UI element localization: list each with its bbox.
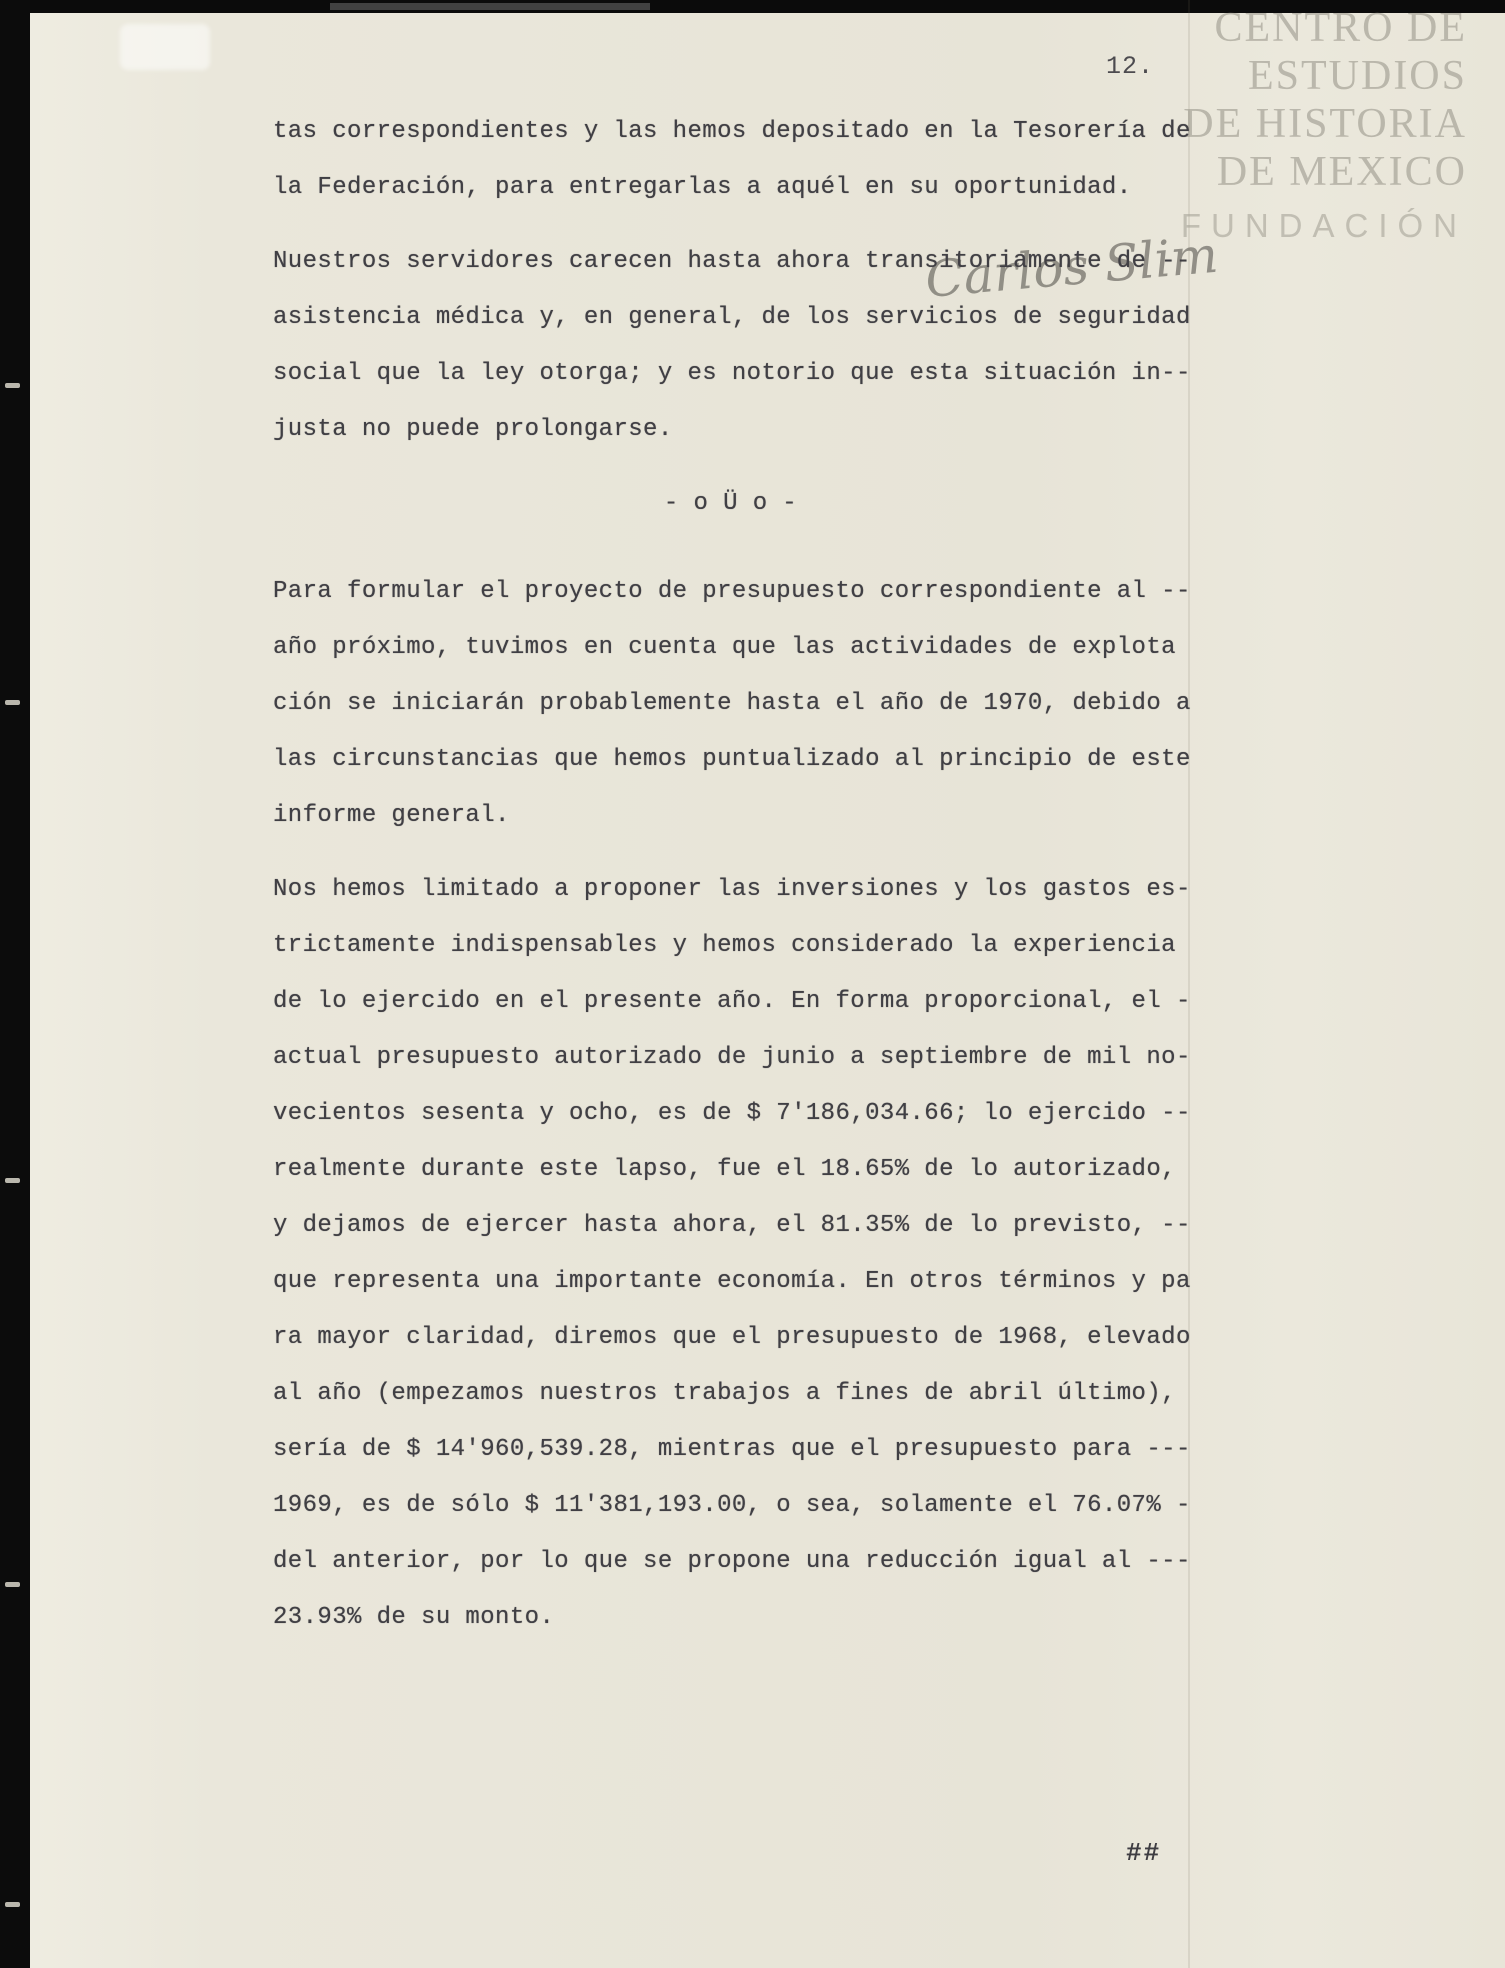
scan-edge-left [0,0,30,1968]
scan-artifact [5,1902,20,1907]
text-line: año próximo, tuvimos en cuenta que las actividades de explota [273,634,1176,661]
text-line: ción se iniciarán probablemente hasta el año de 1970, debido a [273,690,1191,717]
text-line: 1969, es de sólo $ 11'381,193.00, o sea, solamente el 76.07% - [273,1492,1191,1519]
paragraph [273,578,1191,858]
text-line: al año (empezamos nuestros trabajos a fines de abril último), [273,1380,1176,1407]
text-line: ra mayor claridad, diremos que el presupuesto de 1968, elevado [273,1324,1191,1351]
text-line: asistencia médica y, en general, de los servicios de seguridad [273,304,1191,331]
text-line: 23.93% de su monto. [273,1604,555,1631]
text-line: social que la ley otorga; y es notorio que esta situación in-- [273,360,1191,387]
scan-artifact [5,1178,20,1183]
archive-watermark [1181,4,1467,250]
text-line: actual presupuesto autorizado de junio a septiembre de mil no- [273,1044,1191,1071]
document-body [273,118,1191,1678]
watermark-foundation: FUNDACIÓN [1180,207,1467,244]
text-line: del anterior, por lo que se propone una reducción igual al --- [273,1548,1191,1575]
text-line: las circunstancias que hemos puntualizado al principio de este [273,746,1191,773]
text-line: y dejamos de ejercer hasta ahora, el 81.35% de lo previsto, -- [273,1212,1191,1239]
watermark-line: DE MEXICO [1216,149,1467,195]
text-line: que representa una importante economía. En otros términos y pa [273,1268,1191,1295]
text-line: Nos hemos limitado a proponer las inversiones y los gastos es- [273,876,1191,903]
watermark-line: ESTUDIOS [1247,53,1467,99]
text-line: informe general. [273,802,510,829]
text-line: Para formular el proyecto de presupuesto correspondiente al -- [273,578,1191,605]
text-line: vecientos sesenta y ocho, es de $ 7'186,034.66; lo ejercido -- [273,1100,1191,1127]
text-line: de lo ejercido en el presente año. En forma proporcional, el - [273,988,1191,1015]
paragraph [273,118,1191,230]
section-separator [273,490,1188,546]
text-line: sería de $ 14'960,539.28, mientras que el presupuesto para --- [273,1436,1191,1463]
footer-mark: ## [1126,1838,1162,1868]
paragraph [273,248,1191,472]
scan-edge-top-highlight [330,3,650,10]
scan-artifact [120,24,210,70]
scan-artifact [5,383,20,388]
text-line: justa no puede prolongarse. [273,416,673,443]
watermark-line: CENTRO DE [1214,5,1467,51]
text-line: - o Ü o - [663,490,798,517]
scan-artifact [5,700,20,705]
text-line: realmente durante este lapso, fue el 18.65% de lo autorizado, [273,1156,1176,1183]
paper-crease [1188,0,1190,1968]
watermark-line: DE HISTORIA [1183,101,1467,147]
text-line: trictamente indispensables y hemos considerado la experiencia [273,932,1176,959]
text-line: Nuestros servidores carecen hasta ahora transitoriamente de -- [273,248,1191,275]
text-line: la Federación, para entregarlas a aquél en su oportunidad. [273,174,1132,201]
signature-watermark: Carlos Slim [923,225,1221,309]
text-line: tas correspondientes y las hemos depositado en la Tesorería de [273,118,1191,145]
page-number: 12. [1106,52,1155,81]
paragraph [273,876,1191,1660]
scan-artifact [5,1582,20,1587]
